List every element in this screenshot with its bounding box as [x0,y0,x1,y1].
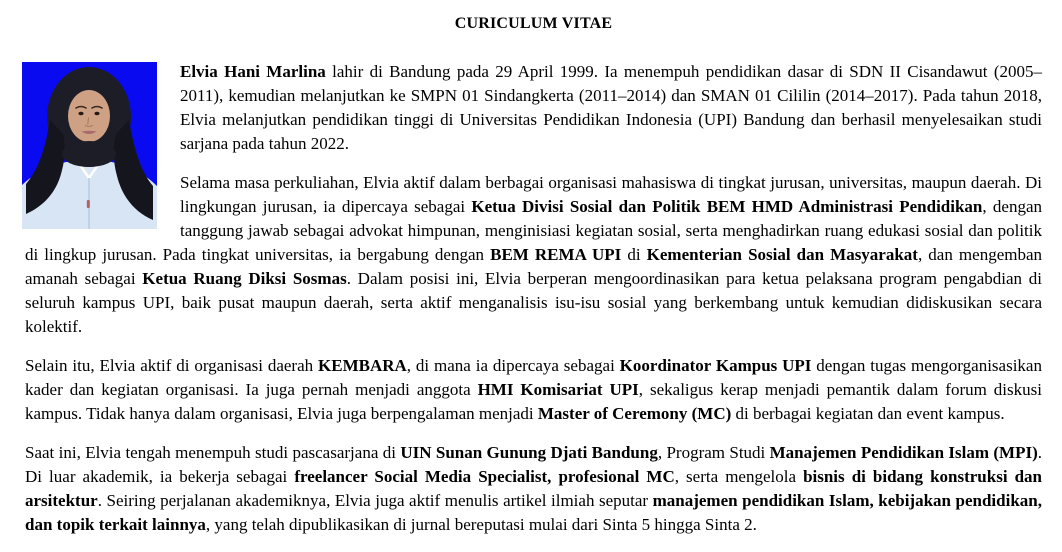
text-run: , di mana ia dipercaya sebagai [406,356,620,375]
bold-text-run: Master of Ceremony (MC) [537,404,732,423]
text-run: lahir di Bandung pada 29 April 1999. Ia menempuh pendidikan dasar di SDN II Cisandawut (2005–2011), kemudian melanjutkan ke SMPN 01 Sindangkerta (2011–2014) dan SMAN 01 Cililin (2014–2017). Pada tahun 2018, Elvia melanjutkan pendidikan tinggi di Universitas Pendidikan Indonesia (UPI) Bandung dan berhasil menyelesaikan studi sarjana pada tahun 2022. [180,62,1042,153]
bold-text-run: Ketua Ruang Diksi Sosmas [142,269,347,288]
text-run: , dengan tanggung jawab sebagai advokat himpunan, menginisiasi kegiatan sosial, serta menghadirkan ruang edukasi sosial dan politik di lingkup jurusan. Pada tingkat universitas, ia bergabung dengan [25,197,1042,264]
left-eye [78,112,83,115]
bold-text-run: freelancer Social Media Specialist, profesional MC [294,467,675,486]
bold-text-run: UIN Sunan Gunung Djati Bandung [400,443,658,462]
text-run: . Dalam posisi ini, Elvia berperan mengoordinasikan para ketua pelaksana program pengabdian di seluruh kampus UPI, baik pusat maupun daerah, serta aktif menganalisis isu-isu sosial yang berkembang untuk kemudian didiskusikan secara kolektif. [25,269,1042,336]
portrait-illustration [22,62,157,229]
text-run: . Di luar akademik, ia bekerja sebagai [25,443,1043,486]
text-run: Saat ini, Elvia tengah menempuh studi pascasarjana di [25,443,401,462]
text-run: , dan mengemban amanah sebagai [25,245,1043,288]
text-run: , serta mengelola [674,467,804,486]
bold-text-run: Koordinator Kampus UPI [619,356,812,375]
bold-text-run: BEM REMA UPI [490,245,622,264]
text-run: Selama masa perkuliahan, Elvia aktif dalam berbagai organisasi mahasiswa di tingkat jurusan, universitas, maupun daerah. Di lingkungan jurusan, ia dipercaya sebagai [180,173,1042,216]
document-title: CURICULUM VITAE [454,15,613,32]
text-run: , yang telah dipublikasikan di jurnal bereputasi mulai dari Sinta 5 hingga Sinta 2. [205,515,757,534]
bold-text-run: manajemen pendidikan Islam, kebijakan pendidikan, dan topik terkait lainnya [25,491,1042,534]
cv-paragraph-2 [25,171,1042,339]
shirt-button [87,200,90,208]
cv-body [25,60,1042,537]
hijab-chin-wrap [62,141,116,167]
text-run: , sekaligus kerap menjadi pemantik dalam forum diskusi kampus. Tidak hanya dalam organisasi, Elvia juga berpengalaman menjadi [25,380,1042,423]
cv-paragraph-4 [25,441,1042,537]
text-run: di [621,245,647,264]
cv-paragraph-3 [25,354,1042,426]
bold-text-run: HMI Komisariat UPI [477,380,639,399]
bold-text-run: Ketua Divisi Sosial dan Politik BEM HMD Administrasi Pendidikan [471,197,983,216]
cv-paragraph-1 [25,60,1042,156]
right-eye [94,112,99,115]
text-run: di berbagai kegiatan dan event kampus. [731,404,1005,423]
bold-text-run: Kementerian Sosial dan Masyarakat [646,245,918,264]
face-shape [68,90,110,142]
profile-photo [22,62,157,229]
bold-text-run: Manajemen Pendidikan Islam (MPI) [769,443,1038,462]
text-run: Selain itu, Elvia aktif di organisasi daerah [25,356,319,375]
bold-text-run: KEMBARA [318,356,407,375]
text-run: dengan tugas mengorganisasikan kader dan kegiatan organisasi. Ia juga pernah menjadi anggota [25,356,1042,399]
text-run: , Program Studi [657,443,770,462]
bold-text-run: bisnis di bidang konstruksi dan arsitektur [25,467,1043,510]
text-run: . Seiring perjalanan akademiknya, Elvia juga aktif menulis artikel ilmiah seputar [97,491,653,510]
bold-text-run: Elvia Hani Marlina [180,62,326,81]
